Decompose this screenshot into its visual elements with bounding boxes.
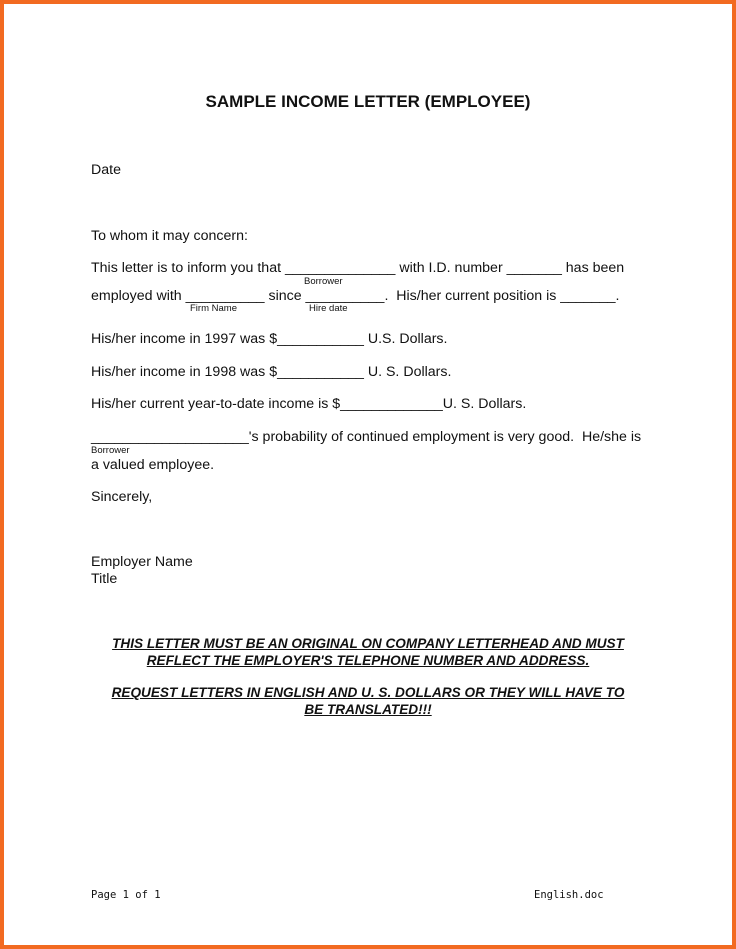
employer-title: Title: [91, 571, 118, 587]
file-name: English.doc: [534, 889, 604, 901]
closing: Sincerely,: [91, 489, 153, 505]
notice-translation-line-2: BE TRANSLATED!!!: [304, 702, 432, 717]
firm-name-caption: Firm Name: [190, 303, 237, 314]
date-label: Date: [91, 162, 121, 178]
borrower-caption: Borrower: [304, 276, 343, 287]
probability-line: ____________________'s probability of continued employment is very good. He/she is: [91, 429, 642, 445]
page-number: Page 1 of 1: [91, 889, 161, 901]
letter-title: SAMPLE INCOME LETTER (EMPLOYEE): [205, 92, 531, 111]
borrower-caption-2: Borrower: [91, 445, 130, 456]
salutation: To whom it may concern:: [91, 228, 248, 244]
notice-letterhead-line-2: REFLECT THE EMPLOYER'S TELEPHONE NUMBER AND ADDRESS.: [146, 653, 590, 668]
letter-line-employment: employed with __________ since __________. His/her current position is _______.: [91, 288, 620, 304]
notice-letterhead-line-1: THIS LETTER MUST BE AN ORIGINAL ON COMPANY LETTERHEAD AND MUST: [112, 636, 624, 651]
notice-translation-line-1: REQUEST LETTERS IN ENGLISH AND U. S. DOLLARS OR THEY WILL HAVE TO: [111, 685, 625, 700]
valued-employee-line: a valued employee.: [91, 457, 215, 473]
income-1998-line: His/her income in 1998 was $___________ U. S. Dollars.: [91, 364, 452, 380]
hire-date-caption: Hire date: [309, 303, 348, 314]
letter-line-borrower: This letter is to inform you that ______________ with I.D. number _______ has been: [91, 260, 625, 276]
employer-name: Employer Name: [91, 554, 193, 570]
income-1997-line: His/her income in 1997 was $___________ U.S. Dollars.: [91, 331, 448, 347]
income-ytd-line: His/her current year-to-date income is $_____________U. S. Dollars.: [91, 396, 527, 412]
